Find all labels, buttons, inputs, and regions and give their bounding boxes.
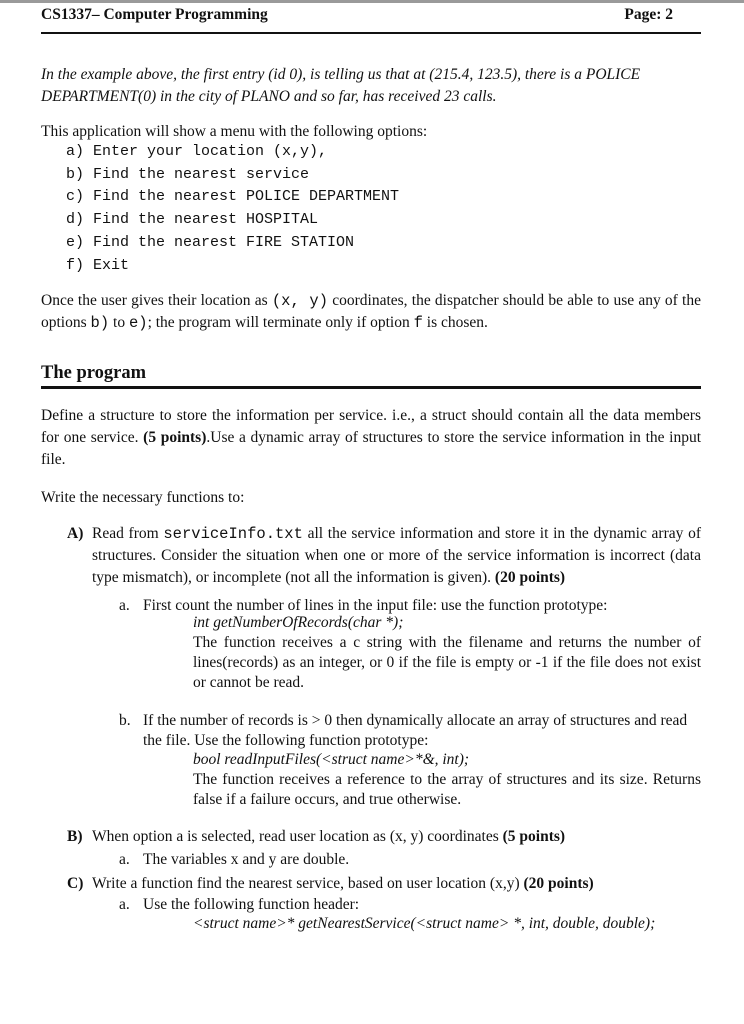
menu-option: b) Find the nearest service — [66, 165, 310, 183]
filename: serviceInfo.txt — [163, 525, 303, 543]
sub-item-c-a — [119, 895, 359, 915]
menu-option: c) Find the nearest POLICE DEPARTMENT — [66, 188, 400, 206]
menu-option: f) Exit — [66, 256, 130, 274]
page-header — [41, 6, 701, 34]
once-text: to — [109, 314, 129, 331]
menu-options-list — [66, 141, 399, 277]
item-label: B) — [67, 828, 83, 845]
item-text: Read from — [92, 525, 164, 542]
code-f: f — [413, 314, 423, 332]
item-c-text — [92, 873, 701, 895]
item-label: A) — [67, 525, 84, 542]
prototype-block — [193, 613, 701, 693]
function-prototype — [193, 613, 701, 633]
item-text: When option a is selected, read user location as (x, y) coordinates — [92, 828, 503, 845]
sub-item-a-b — [119, 711, 701, 751]
item-text: all the service information and store it in the dynamic array of structures. Consider the situation when one or more of the service information is incorrect (data type mismatch), or incomplete (not all the information is given). — [92, 525, 701, 586]
prototype-text: bool readInputFiles(<struct name>*&, int); — [193, 751, 470, 768]
once-text: Once the user gives their location as — [41, 292, 272, 309]
function-prototype: <struct name>* getNearestService(<struct name> *, int, double, double); — [193, 915, 656, 932]
points-label: (5 points) — [502, 828, 566, 845]
item-text: Write a function find the nearest service, based on user location (x,y) — [92, 875, 524, 892]
sub-label: a. — [119, 896, 130, 913]
write-paragraph: Write the necessary functions to: — [41, 489, 245, 506]
page-number: Page: 2 — [624, 6, 673, 23]
function-prototype — [193, 750, 701, 770]
top-rule — [0, 0, 744, 3]
item-a-text — [92, 523, 701, 589]
item-b-text — [92, 826, 701, 848]
sub-label: b. — [119, 712, 131, 729]
define-paragraph — [41, 405, 701, 471]
item-b — [67, 826, 701, 848]
once-text: ; the program will terminate only if option — [147, 314, 414, 331]
sub-label: a. — [119, 597, 130, 614]
code-e: e) — [128, 314, 148, 332]
once-text: coordinates, the dispatcher should be able to use any of the options — [41, 292, 701, 331]
define-text: Define a structure to store the information per service. i.e., a struct should contain all the data members for one service. — [41, 407, 701, 446]
sub-text: Use the following function header: — [143, 896, 360, 913]
item-c — [67, 873, 701, 895]
points-label: (20 points) — [523, 875, 594, 892]
sub-item-b-a — [119, 850, 349, 870]
menu-option: a) Enter your location (x,y), — [66, 143, 328, 160]
once-text: is chosen. — [422, 314, 488, 331]
sub-text: The variables x and y are double. — [143, 851, 350, 868]
intro-paragraph: In the example above, the first entry (id 0), is telling us that at (215.4, 123.5), there is a POLICE DEPARTMENT(0) in the city of PLANO and so far, has received 23 calls. — [41, 66, 641, 105]
points-label: (5 points) — [143, 429, 207, 446]
item-label: C) — [67, 875, 84, 892]
define-text: .Use a dynamic array of structures to store the service information in the input file. — [41, 429, 702, 468]
prototype-text: int getNumberOfRecords(char *); — [193, 614, 404, 631]
code-b: b) — [90, 314, 110, 332]
section-title: The program — [41, 363, 701, 389]
prototype-description: The function receives a c string with the filename and returns the number of lines(records) as an integer, or 0 if the file is empty or -1 if the file does not exist or cannot be read. — [193, 634, 701, 691]
item-a — [67, 523, 701, 589]
prototype-block — [193, 750, 701, 810]
sub-text: If the number of records is > 0 then dynamically allocate an array of structures and read the file. Use the following function prototype: — [143, 712, 688, 749]
code-xy: (x, y) — [271, 292, 329, 310]
once-paragraph — [41, 290, 701, 334]
prototype-description: The function receives a reference to the array of structures and its size. Returns false if a failure occurs, and true otherwise. — [193, 771, 701, 808]
sub-text: First count the number of lines in the input file: use the function prototype: — [143, 597, 608, 614]
points-label: (20 points) — [494, 569, 566, 586]
course-title: CS1337– Computer Programming — [41, 6, 268, 23]
sub-label: a. — [119, 851, 130, 868]
menu-intro: This application will show a menu with the following options: — [41, 123, 428, 140]
menu-option: e) Find the nearest FIRE STATION — [66, 233, 355, 251]
menu-option: d) Find the nearest HOSPITAL — [66, 211, 319, 229]
